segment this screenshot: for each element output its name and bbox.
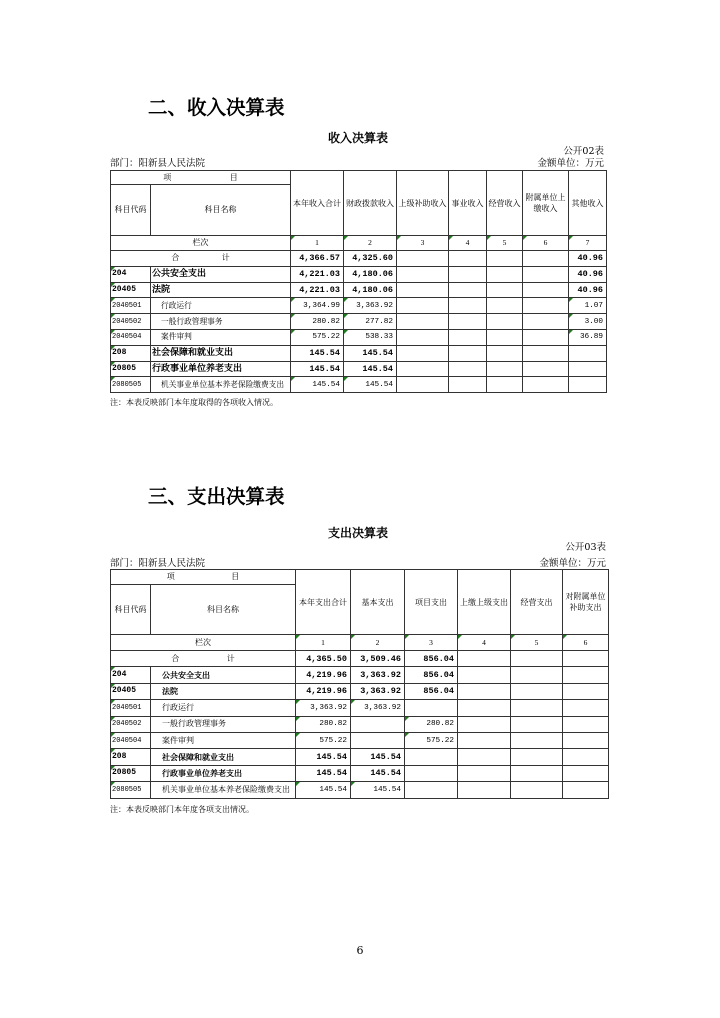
subject-code-cell: 2080505 — [111, 782, 151, 798]
column-number-cell: 6 — [563, 635, 609, 651]
column-number-label: 栏次 — [111, 635, 296, 651]
table-row — [111, 298, 607, 314]
amount-cell — [397, 345, 449, 361]
table-row — [111, 282, 607, 298]
column-header: 经营支出 — [511, 570, 563, 635]
amount-cell: 3,364.99 — [291, 298, 344, 314]
amount-cell: 145.54 — [344, 345, 397, 361]
column-number-row — [111, 236, 607, 251]
column-number-cell: 5 — [487, 236, 523, 251]
column-number-cell: 1 — [296, 635, 351, 651]
amount-cell — [563, 651, 609, 667]
amount-cell — [397, 361, 449, 377]
subject-code-cell: 20405 — [111, 282, 151, 298]
amount-cell: 145.54 — [296, 765, 351, 781]
amount-cell — [523, 282, 569, 298]
column-header: 附属单位上缴收入 — [523, 171, 569, 236]
column-number-cell: 7 — [569, 236, 607, 251]
amount-cell — [458, 782, 511, 798]
subject-name-header: 科目名称 — [151, 185, 291, 236]
subject-name-cell: 社会保障和就业支出 — [151, 749, 296, 765]
income-department: 部门：阳新县人民法院 — [110, 158, 206, 169]
amount-cell: 40.96 — [569, 251, 607, 267]
amount-cell: 856.04 — [405, 683, 458, 699]
subject-code-cell: 2040504 — [111, 732, 151, 748]
amount-cell — [523, 377, 569, 393]
table-row — [111, 782, 609, 798]
amount-cell: 575.22 — [296, 732, 351, 748]
amount-cell — [511, 765, 563, 781]
amount-cell — [563, 782, 609, 798]
table-row — [111, 716, 609, 732]
income-table-title: 收入决算表 — [327, 131, 388, 145]
column-header: 经营收入 — [487, 171, 523, 236]
amount-cell — [397, 266, 449, 282]
amount-cell — [397, 329, 449, 345]
column-number-cell: 2 — [344, 236, 397, 251]
amount-cell — [449, 298, 487, 314]
amount-cell — [458, 700, 511, 716]
amount-cell — [487, 251, 523, 267]
subject-name-cell: 行政运行 — [151, 298, 291, 314]
amount-cell — [569, 361, 607, 377]
amount-cell — [523, 298, 569, 314]
subject-name-cell: 法院 — [151, 282, 291, 298]
amount-cell: 856.04 — [405, 667, 458, 683]
subject-code-cell: 20805 — [111, 765, 151, 781]
amount-cell — [449, 314, 487, 330]
column-number-cell: 4 — [458, 635, 511, 651]
amount-cell — [458, 765, 511, 781]
subject-code-header: 科目代码 — [111, 585, 151, 635]
amount-cell — [458, 749, 511, 765]
amount-cell: 1.07 — [569, 298, 607, 314]
expense-form-number: 公开03表 — [565, 542, 606, 553]
expense-amount-unit: 金额单位：万元 — [539, 558, 606, 569]
table-row — [111, 361, 607, 377]
amount-cell — [511, 683, 563, 699]
table-row — [111, 700, 609, 716]
amount-cell: 145.54 — [296, 749, 351, 765]
amount-cell — [563, 700, 609, 716]
income-amount-unit: 金额单位：万元 — [537, 158, 604, 169]
subject-name-cell: 公共安全支出 — [151, 667, 296, 683]
amount-cell: 145.54 — [351, 749, 405, 765]
amount-cell — [511, 782, 563, 798]
amount-cell — [449, 282, 487, 298]
amount-cell — [458, 732, 511, 748]
amount-cell — [487, 298, 523, 314]
amount-cell: 280.82 — [291, 314, 344, 330]
column-header: 财政拨款收入 — [344, 171, 397, 236]
amount-cell — [511, 700, 563, 716]
column-header: 本年收入合计 — [291, 171, 344, 236]
amount-cell — [511, 651, 563, 667]
amount-cell: 4,366.57 — [291, 251, 344, 267]
amount-cell: 4,325.60 — [344, 251, 397, 267]
subject-name-cell: 机关事业单位基本养老保险缴费支出 — [151, 782, 296, 798]
subject-code-cell: 204 — [111, 667, 151, 683]
amount-cell: 575.22 — [291, 329, 344, 345]
amount-cell — [487, 329, 523, 345]
amount-cell: 3,363.92 — [296, 700, 351, 716]
amount-cell: 3,363.92 — [344, 298, 397, 314]
income-note: 注：本表反映部门本年度取得的各项收入情况。 — [110, 398, 278, 407]
table-row — [111, 377, 607, 393]
column-number-cell: 1 — [291, 236, 344, 251]
income-form-number: 公开02表 — [563, 146, 604, 157]
column-number-cell: 4 — [449, 236, 487, 251]
amount-cell: 4,180.06 — [344, 266, 397, 282]
amount-cell — [449, 377, 487, 393]
amount-cell: 145.54 — [351, 765, 405, 781]
amount-cell: 4,221.03 — [291, 266, 344, 282]
subject-code-cell: 20805 — [111, 361, 151, 377]
column-number-cell: 2 — [351, 635, 405, 651]
amount-cell: 538.33 — [344, 329, 397, 345]
amount-cell: 4,365.50 — [296, 651, 351, 667]
subject-name-cell: 案件审判 — [151, 329, 291, 345]
amount-cell — [523, 251, 569, 267]
amount-cell — [405, 700, 458, 716]
amount-cell — [351, 732, 405, 748]
amount-cell — [569, 345, 607, 361]
amount-cell — [563, 732, 609, 748]
amount-cell — [449, 329, 487, 345]
column-number-cell: 5 — [511, 635, 563, 651]
subject-code-cell: 208 — [111, 749, 151, 765]
column-header: 事业收入 — [449, 171, 487, 236]
subject-name-cell: 案件审判 — [151, 732, 296, 748]
amount-cell — [405, 782, 458, 798]
table-row — [111, 314, 607, 330]
amount-cell — [487, 266, 523, 282]
amount-cell — [458, 667, 511, 683]
amount-cell — [458, 683, 511, 699]
table-row — [111, 749, 609, 765]
amount-cell — [397, 282, 449, 298]
amount-cell — [487, 361, 523, 377]
subject-name-cell: 法院 — [151, 683, 296, 699]
column-header: 其他收入 — [569, 171, 607, 236]
amount-cell — [449, 345, 487, 361]
subject-code-cell: 2040504 — [111, 329, 151, 345]
amount-cell — [523, 345, 569, 361]
amount-cell: 575.22 — [405, 732, 458, 748]
amount-cell: 145.54 — [291, 377, 344, 393]
amount-cell — [458, 651, 511, 667]
subject-name-cell: 行政事业单位养老支出 — [151, 765, 296, 781]
subject-name-cell: 行政运行 — [151, 700, 296, 716]
amount-cell: 277.82 — [344, 314, 397, 330]
subject-code-cell: 208 — [111, 345, 151, 361]
column-header: 项目支出 — [405, 570, 458, 635]
amount-cell: 4,180.06 — [344, 282, 397, 298]
column-header: 上缴上级支出 — [458, 570, 511, 635]
amount-cell: 145.54 — [351, 782, 405, 798]
item-header: 项 目 — [111, 570, 296, 585]
expense-department: 部门：阳新县人民法院 — [110, 558, 206, 569]
income-table — [110, 170, 607, 393]
amount-cell — [511, 732, 563, 748]
page-number: 6 — [356, 944, 364, 957]
total-label: 合 计 — [111, 251, 291, 267]
table-row — [111, 732, 609, 748]
amount-cell — [405, 749, 458, 765]
amount-cell: 3,363.92 — [351, 700, 405, 716]
amount-cell: 36.89 — [569, 329, 607, 345]
income-section-heading: 二、收入决算表 — [148, 96, 285, 119]
amount-cell: 3,509.46 — [351, 651, 405, 667]
total-label: 合 计 — [111, 651, 296, 667]
amount-cell: 856.04 — [405, 651, 458, 667]
expense-table-title: 支出决算表 — [327, 526, 388, 540]
amount-cell — [523, 314, 569, 330]
amount-cell — [563, 667, 609, 683]
expense-section-heading: 三、支出决算表 — [148, 485, 285, 508]
subject-name-cell: 机关事业单位基本养老保险缴费支出 — [151, 377, 291, 393]
amount-cell — [449, 251, 487, 267]
amount-cell — [487, 345, 523, 361]
amount-cell: 4,219.96 — [296, 667, 351, 683]
subject-code-cell: 2040502 — [111, 716, 151, 732]
amount-cell: 40.96 — [569, 266, 607, 282]
amount-cell: 4,219.96 — [296, 683, 351, 699]
subject-code-cell: 2080505 — [111, 377, 151, 393]
amount-cell: 3,363.92 — [351, 683, 405, 699]
amount-cell — [397, 298, 449, 314]
table-row — [111, 765, 609, 781]
table-row — [111, 266, 607, 282]
amount-cell: 3.00 — [569, 314, 607, 330]
header-row — [111, 171, 607, 185]
amount-cell: 4,221.03 — [291, 282, 344, 298]
amount-cell — [511, 749, 563, 765]
amount-cell: 145.54 — [344, 361, 397, 377]
header-row — [111, 570, 609, 585]
column-header: 对附属单位补助支出 — [563, 570, 609, 635]
column-number-cell: 6 — [523, 236, 569, 251]
amount-cell: 280.82 — [405, 716, 458, 732]
expense-note: 注：本表反映部门本年度各项支出情况。 — [110, 805, 254, 814]
amount-cell — [397, 314, 449, 330]
amount-cell: 145.54 — [296, 782, 351, 798]
amount-cell: 40.96 — [569, 282, 607, 298]
expense-table-body — [111, 635, 609, 799]
expense-table — [110, 569, 609, 799]
amount-cell — [523, 266, 569, 282]
amount-cell: 145.54 — [344, 377, 397, 393]
subject-name-cell: 社会保障和就业支出 — [151, 345, 291, 361]
amount-cell — [511, 667, 563, 683]
subject-name-cell: 一般行政管理事务 — [151, 716, 296, 732]
subject-code-header: 科目代码 — [111, 185, 151, 236]
amount-cell — [405, 765, 458, 781]
subject-code-cell: 2040501 — [111, 700, 151, 716]
total-row — [111, 651, 609, 667]
amount-cell — [449, 266, 487, 282]
amount-cell — [458, 716, 511, 732]
amount-cell — [487, 314, 523, 330]
subject-name-cell: 行政事业单位养老支出 — [151, 361, 291, 377]
amount-cell — [523, 329, 569, 345]
amount-cell: 145.54 — [291, 361, 344, 377]
subject-code-cell: 204 — [111, 266, 151, 282]
subject-name-cell: 一般行政管理事务 — [151, 314, 291, 330]
amount-cell — [397, 251, 449, 267]
column-number-row — [111, 635, 609, 651]
subject-code-cell: 2040501 — [111, 298, 151, 314]
amount-cell — [523, 361, 569, 377]
amount-cell — [563, 683, 609, 699]
amount-cell — [449, 361, 487, 377]
income-table-body — [111, 236, 607, 393]
amount-cell — [351, 716, 405, 732]
table-row — [111, 683, 609, 699]
amount-cell: 145.54 — [291, 345, 344, 361]
amount-cell — [563, 765, 609, 781]
subject-code-cell: 2040502 — [111, 314, 151, 330]
subject-name-cell: 公共安全支出 — [151, 266, 291, 282]
amount-cell — [397, 377, 449, 393]
column-number-cell: 3 — [405, 635, 458, 651]
amount-cell — [563, 716, 609, 732]
column-number-cell: 3 — [397, 236, 449, 251]
column-header: 上级补助收入 — [397, 171, 449, 236]
amount-cell — [487, 282, 523, 298]
amount-cell — [569, 377, 607, 393]
subject-code-cell: 20405 — [111, 683, 151, 699]
table-row — [111, 329, 607, 345]
amount-cell: 280.82 — [296, 716, 351, 732]
column-header: 基本支出 — [351, 570, 405, 635]
amount-cell: 3,363.92 — [351, 667, 405, 683]
column-header: 本年支出合计 — [296, 570, 351, 635]
subject-name-header: 科目名称 — [151, 585, 296, 635]
table-row — [111, 667, 609, 683]
amount-cell — [511, 716, 563, 732]
column-number-label: 栏次 — [111, 236, 291, 251]
amount-cell — [563, 749, 609, 765]
table-row — [111, 345, 607, 361]
amount-cell — [487, 377, 523, 393]
total-row — [111, 251, 607, 267]
item-header: 项 目 — [111, 171, 291, 185]
